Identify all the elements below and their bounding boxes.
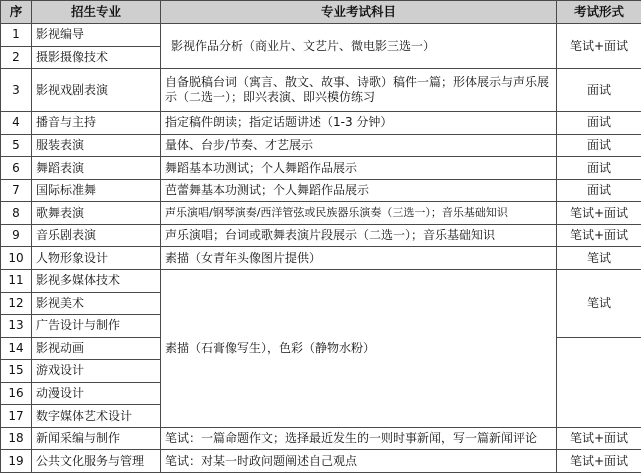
header-subjects: 专业考试科目	[161, 1, 557, 24]
row-number: 6	[1, 157, 32, 180]
table-row	[1, 269, 641, 292]
exam-form: 面试	[557, 112, 641, 135]
major-name: 数字媒体艺术设计	[32, 405, 161, 428]
exam-subjects: 声乐演唱/钢琴演奏/西洋管弦或民族器乐演奏（三选一）；音乐基础知识	[161, 202, 557, 225]
major-name: 国际标准舞	[32, 179, 161, 202]
row-number: 13	[1, 315, 32, 338]
major-name: 服装表演	[32, 134, 161, 157]
major-name: 影视动画	[32, 337, 161, 360]
row-number: 2	[1, 46, 32, 69]
exam-subjects: 舞蹈基本功测试；个人舞蹈作品展示	[161, 157, 557, 180]
table-row	[1, 69, 641, 112]
major-name: 舞蹈表演	[32, 157, 161, 180]
major-name: 游戏设计	[32, 360, 161, 383]
row-number: 1	[1, 24, 32, 47]
exam-form: 面试	[557, 179, 641, 202]
row-number: 19	[1, 450, 32, 473]
major-name: 影视戏剧表演	[32, 69, 161, 112]
row-number: 11	[1, 269, 32, 292]
exam-subjects: 笔试：对某一时政问题阐述自己观点	[161, 450, 557, 473]
table-row	[1, 247, 641, 270]
table-row	[1, 427, 641, 450]
table-row	[1, 112, 641, 135]
table-row	[1, 224, 641, 247]
row-number: 8	[1, 202, 32, 225]
exam-form: 笔试	[557, 247, 641, 270]
exam-form: 笔试	[557, 269, 641, 337]
major-name: 公共文化服务与管理	[32, 450, 161, 473]
row-number: 18	[1, 427, 32, 450]
exam-subjects: 笔试：一篇命题作文；选择最近发生的一则时事新闻，写一篇新闻评论	[161, 427, 557, 450]
major-name: 人物形象设计	[32, 247, 161, 270]
table-header-row	[1, 1, 641, 24]
table-row	[1, 202, 641, 225]
major-name: 广告设计与制作	[32, 315, 161, 338]
exam-subjects: 影视作品分析（商业片、文艺片、微电影三选一）	[161, 24, 557, 69]
row-number: 5	[1, 134, 32, 157]
row-number: 12	[1, 292, 32, 315]
table-row	[1, 24, 641, 47]
row-number: 17	[1, 405, 32, 428]
header-exam-form: 考试形式	[557, 1, 641, 24]
row-number: 9	[1, 224, 32, 247]
exam-subjects: 素描（女青年头像图片提供）	[161, 247, 557, 270]
exam-form: 面试	[557, 157, 641, 180]
exam-form: 笔试+面试	[557, 202, 641, 225]
header-number: 序	[1, 1, 32, 24]
exam-form: 笔试+面试	[557, 24, 641, 69]
major-name: 播音与主持	[32, 112, 161, 135]
table-row	[1, 134, 641, 157]
header-major: 招生专业	[32, 1, 161, 24]
table-row	[1, 157, 641, 180]
major-name: 影视编导	[32, 24, 161, 47]
major-name: 动漫设计	[32, 382, 161, 405]
exam-form: 笔试+面试	[557, 450, 641, 473]
row-number: 15	[1, 360, 32, 383]
exam-form: 笔试+面试	[557, 224, 641, 247]
row-number: 14	[1, 337, 32, 360]
exam-form: 面试	[557, 134, 641, 157]
exam-subjects: 自备脱稿台词（寓言、散文、故事、诗歌）稿件一篇；形体展示与声乐展示（二选一）；即兴表演、即兴模仿练习	[161, 69, 557, 112]
row-number: 3	[1, 69, 32, 112]
major-name: 影视美术	[32, 292, 161, 315]
major-name: 音乐剧表演	[32, 224, 161, 247]
exam-form: 笔试+面试	[557, 427, 641, 450]
major-name: 摄影摄像技术	[32, 46, 161, 69]
exam-form	[557, 337, 641, 427]
table-row	[1, 450, 641, 473]
major-name: 新闻采编与制作	[32, 427, 161, 450]
row-number: 16	[1, 382, 32, 405]
row-number: 4	[1, 112, 32, 135]
row-number: 7	[1, 179, 32, 202]
exam-subjects: 量体、台步/节奏、才艺展示	[161, 134, 557, 157]
exam-form: 面试	[557, 69, 641, 112]
exam-subjects: 素描（石膏像写生），色彩（静物水粉）	[161, 269, 557, 427]
exam-subjects: 芭蕾舞基本功测试；个人舞蹈作品展示	[161, 179, 557, 202]
major-name: 歌舞表演	[32, 202, 161, 225]
row-number: 10	[1, 247, 32, 270]
exam-subjects: 指定稿件朗读；指定话题讲述（1-3 分钟）	[161, 112, 557, 135]
exam-subjects: 声乐演唱；台词或歌舞表演片段展示（二选一）；音乐基础知识	[161, 224, 557, 247]
major-name: 影视多媒体技术	[32, 269, 161, 292]
table-row	[1, 179, 641, 202]
